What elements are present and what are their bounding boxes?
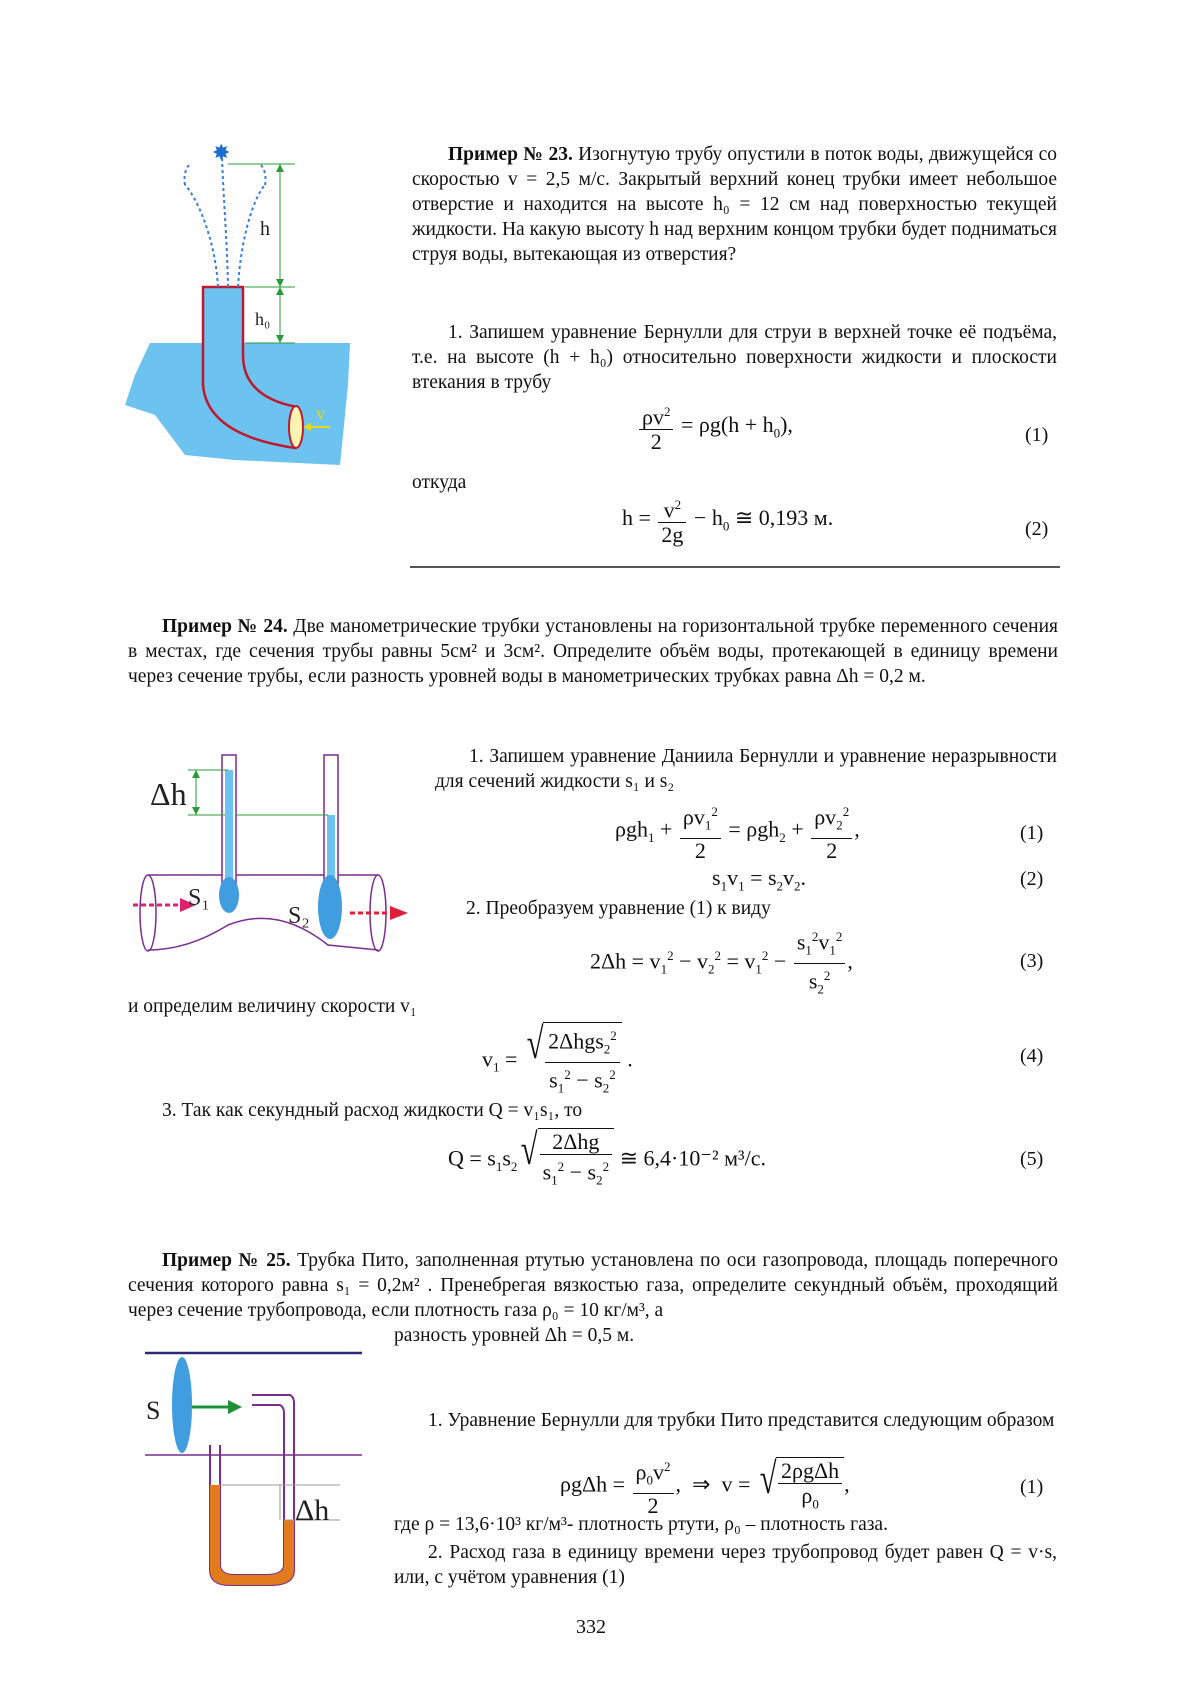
example-24-step3: 3. Так как секундный расход жидкости Q = v₁s₁, то [162, 1100, 583, 1121]
eq-number: (5) [1020, 1148, 1044, 1170]
section-s2 [318, 875, 342, 939]
example-25-step2 [394, 1540, 1057, 1590]
velocity-label: v [316, 403, 325, 423]
example-25-title: Пример № 25. [162, 1250, 291, 1271]
delta-h-label: Δh [150, 776, 187, 812]
height-h-label: h [260, 218, 270, 240]
figure-23-bent-tube [115, 135, 375, 475]
example-23-text: Изогнутую трубу опустили в поток воды, движущейся со скоростью v = 2,5 м/с. Закрытый верхний конец трубки имеет небольшое отверстие и находится на высоте h₀ = 12 см над поверхностью текущей жидкости. На какую высоту h над верхним концом трубки будет подниматься струя воды, вытекающая из отверстия? [412, 144, 1057, 265]
example-24-equation-2: $s_1v_1 = s_2v_2$. [712, 865, 807, 894]
s2-label: S₂ [288, 903, 310, 929]
example-24-equation-3: $2\Delta h = v_1^2 - v_2^2 = v_1^2$ − $\frac{s_1^2v_1^2}{s_2^2}$ , [590, 925, 853, 1001]
example-24-title: Пример № 24. [162, 616, 288, 637]
define-v1-text: и определим величину скорости v₁ [128, 996, 417, 1017]
example-23-statement [412, 142, 1057, 267]
example-24-step1 [435, 744, 1057, 794]
example-24-equation-1: ρgh$_1$ + $\frac{\rho v_1^2}{2}$ = ρgh$_2$ + $\frac{\rho v_2^2}{2}$ , [615, 800, 860, 863]
tube-opening [289, 406, 303, 448]
example-25-step1 [394, 1408, 1057, 1433]
example-24-equation-5: $Q = s_1s_2$ √ $\frac{\text{2Δhg}}{s_1^2 - s_2^2}$ ≅ 6,4·10⁻² м³/с. [448, 1128, 766, 1193]
figure-24-venturi-tube [128, 745, 418, 960]
eq-number: (2) [1025, 518, 1049, 540]
splash-icon: ✸ [212, 140, 231, 165]
example-24-text: Две манометрические трубки установлены на горизонтальной трубке переменного сечения в местах, где сечения трубы равны 5см² и 3см². Определите объём воды, протекающей в единицу времени через сечение трубы, если разность уровней воды в манометрических трубках равна Δh = 0,2 м. [128, 616, 1058, 687]
example-25-text-cont: разность уровней Δh = 0,5 м. [394, 1325, 635, 1346]
figure-25-pitot-tube [140, 1345, 370, 1590]
example-24-step2: 2. Преобразуем уравнение (1) к виду [466, 898, 771, 919]
example-25-where: где ρ = 13,6·10³ кг/м³- плотность ртути, ρ₀ – плотность газа. [394, 1514, 888, 1535]
example-24-statement [128, 614, 1058, 689]
example-25-text: Трубка Пито, заполненная ртутью установлена по оси газопровода, площадь поперечного сечения которого равна s₁ = 0,2м² . Пренебрегая вязкостью газа, определите секундный объём, проходящий через сечение трубопровода, если плотность газа ρ₀ = 10 кг/м³, а [128, 1250, 1058, 1321]
s1-label: S₁ [188, 885, 210, 911]
eq-number: (1) [1020, 822, 1044, 844]
eq-number: (4) [1020, 1045, 1044, 1067]
example-24-step1-text: 1. Запишем уравнение Даниила Бернулли и уравнение неразрывности для сечений жидкости s₁ и s₂ [435, 746, 1057, 792]
section-s1 [219, 877, 239, 913]
delta-h-label: Δh [295, 1494, 330, 1527]
section-divider [410, 566, 1060, 568]
example-25-equation-1: ρgΔh = $\frac{\rho_0v^2}{2}$ , ⇒ v = √ $\frac{\text{2ρgΔh}}{\rho_0}$ , [560, 1453, 850, 1518]
height-h0-label: h₀ [255, 309, 271, 329]
eq-number: (2) [1020, 868, 1044, 890]
example-24-equation-4: $v_1$ = √ $\frac{2\Delta hgs_2^2}{s_1^2 - s_2^2}$ . [482, 1022, 633, 1100]
example-23-equation-2: h = $\frac{v^2}{2g}$ − $h_0$ ≅ 0,193 м. [622, 493, 833, 547]
example-25-step2-text: 2. Расход газа в единицу времени через трубопровод будет равен Q = v·s, или, с учётом уравнения (1) [394, 1542, 1057, 1588]
eq2-result: 0,193 м. [758, 505, 834, 531]
example-23-equation-1: $\frac{\rho v^2}{2}$ = $\rho g(h + h_0)$, [637, 400, 793, 454]
page-number: 332 [576, 1616, 606, 1638]
eq-number: (3) [1020, 950, 1044, 972]
eq-number: (1) [1025, 424, 1049, 446]
eq-number: (1) [1020, 1476, 1044, 1498]
example-25-statement [128, 1248, 1058, 1323]
eq5-result: 6,4·10⁻² м³/с. [643, 1145, 766, 1171]
example-23-title: Пример № 23. [448, 144, 573, 165]
section-s [172, 1357, 192, 1453]
s-label: S [146, 1396, 161, 1425]
otkuda-text: откуда [412, 472, 467, 493]
example-25-step1-text: 1. Уравнение Бернулли для трубки Пито представится следующим образом [428, 1410, 1055, 1431]
example-23-step1 [412, 320, 1057, 395]
example-23-step1-text: 1. Запишем уравнение Бернулли для струи в верхней точке её подъёма, т.е. на высоте (h + h₀) относительно поверхности жидкости и плоскости втекания в трубу [412, 322, 1057, 393]
